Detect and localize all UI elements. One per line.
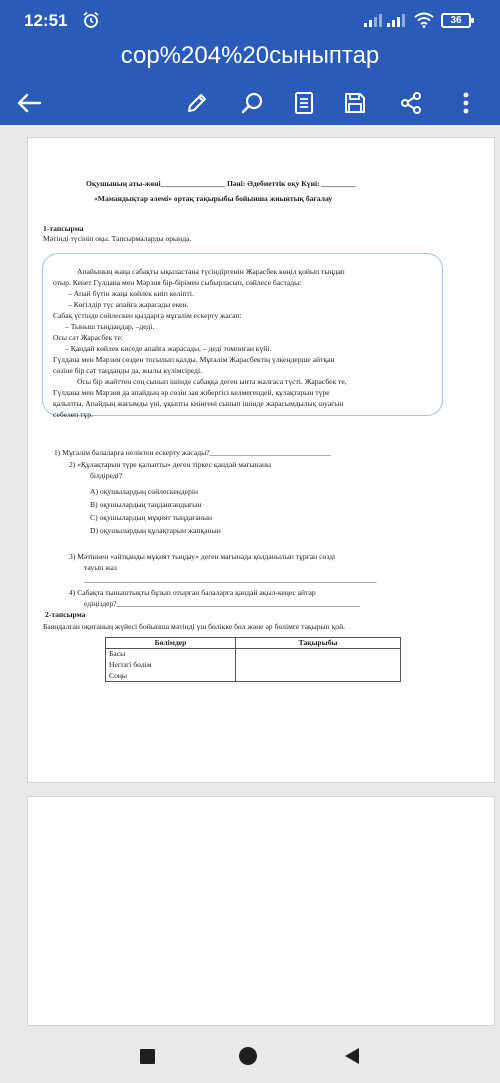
question-2: 2) «Құлақтарын түре қалыпты» деген тіркес қандай мағынаны [69,460,272,469]
story-line: себелеп тұр. [53,410,93,419]
home-icon[interactable] [236,1044,260,1068]
task2-instruction: Баяндалған оқиғаның жүйесі бойынша мәтінді үш бөлікке бөл және әр бөлімге тақырып қой. [43,622,346,631]
status-time: 12:51 [24,11,68,30]
question-4-cont: едіңіздер?________________________________________________________________ [84,599,360,608]
table-cell: Басы [106,649,236,660]
answer-option: D) оқушылардың құлақтарын жапқанын [90,526,221,535]
answer-option: C) оқушылардың мұқият тыңдағанын [90,513,213,522]
alarm-icon [82,11,100,29]
system-nav-bar [0,1030,500,1083]
answer-option: A) оқушылардың сөйлескендерін [90,487,199,496]
question-1: 1) Мұғалім балаларға неліктен ескерту жасады?________________________________ [54,448,332,457]
task2-title: 2-тапсырма [45,610,86,619]
story-line: – Апай бүтін жаңа көйлек киіп келіпті. [68,289,194,298]
signal-icon [364,14,382,27]
question-2-cont: білдіреді? [90,471,123,480]
question-4: 4) Сабақта тыныштықты бұзып отырған балаларға қандай ақыл-кеңес айтар [69,588,316,597]
document-icon[interactable] [289,88,319,118]
story-line: Гүлдана мен Мәрзия сөзден тосылып қалды. Мұғалім Жарасбектің үлкендерше айтқан [53,355,335,364]
file-title: сор%204%20сыныптар [120,42,380,69]
parts-table [105,637,401,682]
story-line: – Қандай көйлек киседе апайға жарасады, – деді томпиған күйі. [65,344,272,353]
table-cell: Соңы [106,671,236,682]
document-content [28,138,496,784]
battery-icon [441,13,471,28]
assessment-title: «Мамандықтар әлемі» ортақ тақырыбы бойынша жиынтық бағалау [94,194,333,203]
search-icon[interactable] [237,88,267,118]
story-line: қалыпты. Апайдың жағымды үні, ұқыпты киінгені сынып ішінде жарасымдылық шуағын [53,399,344,408]
student-header-line: Оқушының аты-жөні_________________ Пәні: Әдебиеттік оқу Күні: _________ [86,179,356,188]
story-line: Осы сәт Жарасбек те: [53,333,123,342]
question-3: 3) Мәтіннен «айтқанды мұқият тыңдау» деген мағынада қолданылып тұрған сөзді [69,552,336,561]
table-header: Тақырыбы [236,638,401,649]
table-cell: Негізгі бөлім [106,660,236,671]
story-line: отыр. Кенет Гүлдана мен Мәрзия бір-бірімен сыбырласып, сөйлесе бастады: [53,278,302,287]
signal-icon-2 [387,14,405,27]
battery-level: 36 [450,15,462,26]
document-page-1 [27,137,495,783]
table-cell [236,649,401,682]
story-line: Сабақ үстінде сөйлескен қыздарға мұғалім ескерту жасап: [53,311,242,320]
story-line: – Тыныш тыңдаңдар, –деді. [65,322,155,331]
table-row [106,649,401,660]
save-icon[interactable] [340,88,370,118]
answer-blank: _____________________________________________________________________________ [84,575,377,584]
recents-icon[interactable] [136,1044,160,1068]
task1-instruction: Мәтінді түсініп оқы. Тапсырмаларды орында. [43,234,192,243]
answer-option: B) оқушылардың таңданғандығын [90,500,202,509]
document-page-2 [27,796,495,1026]
table-header: Бөлімдер [106,638,236,649]
back-arrow-icon[interactable] [14,88,44,118]
wifi-icon [414,12,434,28]
app-bar [0,0,500,125]
status-bar [0,0,500,40]
story-line: Гүлдана мен Мәрзия да апайдың әр сөзін зая жібергісі келмегендей, құлақтарын түре [53,388,330,397]
share-icon[interactable] [396,88,426,118]
question-3-cont: тауып жаз [84,563,117,572]
pencil-icon[interactable] [182,88,212,118]
story-line: Апайының жаңа сабақты ықыластана түсіндіргенін Жарасбек көңіл қойып тыңдап [77,267,345,276]
more-vertical-icon[interactable] [451,88,481,118]
story-line: – Көгілдір түс апайға жарасады екен. [68,300,189,309]
story-line: сөзіне бір сәт таңданды да, жылы күлімсіреді. [53,366,203,375]
task1-title: 1-тапсырма [43,224,84,233]
back-icon[interactable] [340,1044,364,1068]
story-line: Осы бір жайттен соң сынып ішінде сабаққа деген ынта жалғаса түсті. Жарасбек те, [77,377,347,386]
